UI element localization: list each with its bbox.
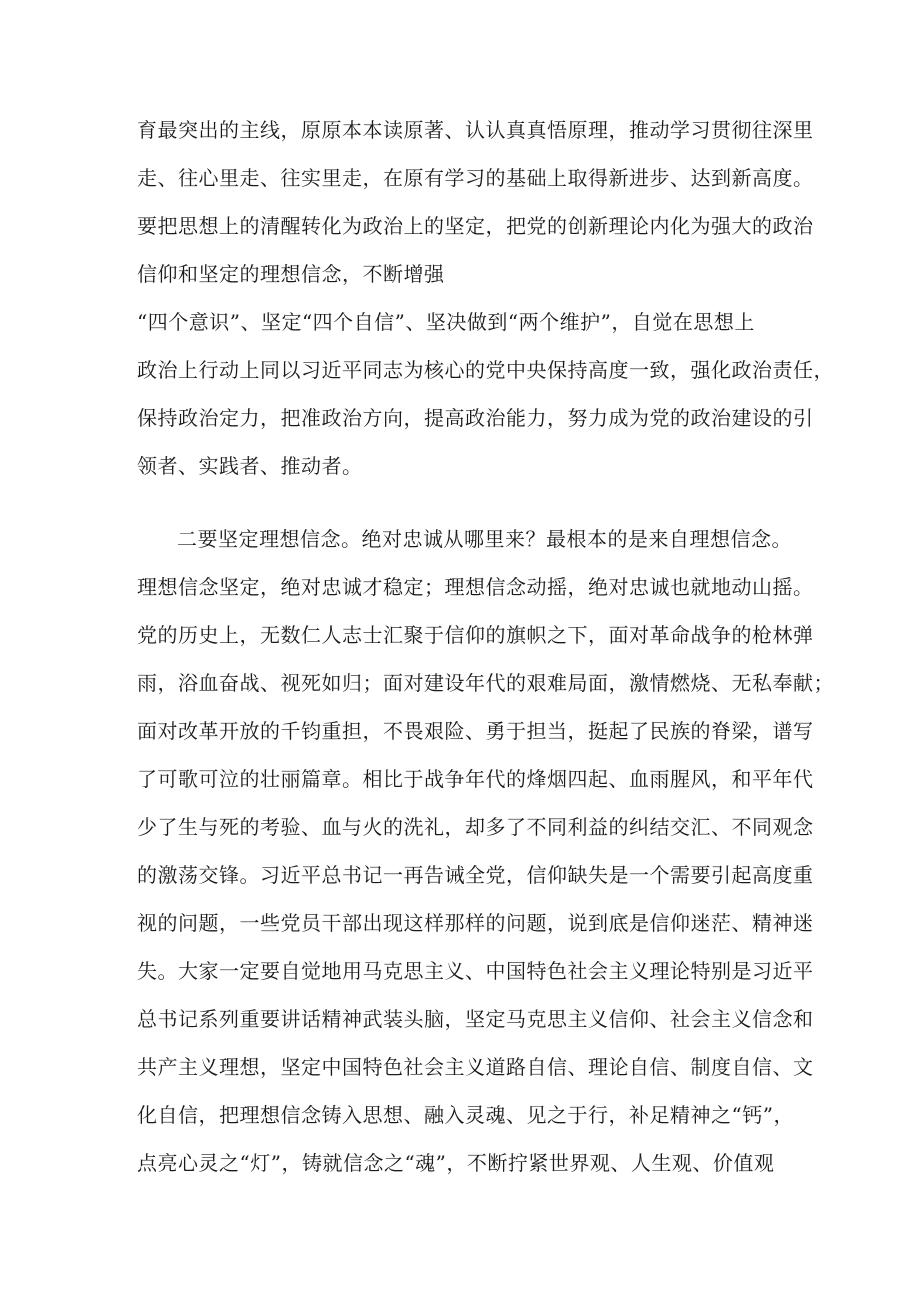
text-line: 共产主义理想，坚定中国特色社会主义道路自信、理论自信、制度自信、文 — [137, 1055, 814, 1079]
text-line: 保持政治定力，把准政治方向，提高政治能力，努力成为党的政治建设的引 — [137, 406, 814, 430]
text-line: 视的问题，一些党员干部出现这样那样的问题，说到底是信仰迷茫、精神迷 — [137, 911, 814, 935]
text-line: 二要坚定理想信念。绝对忠诚从哪里来？最根本的是来自理想信念。 — [177, 527, 792, 551]
text-line: “四个意识”、坚定“四个自信”、坚决做到“两个维护”，自觉在思想上 — [137, 310, 755, 334]
text-line: 失。大家一定要自觉地用马克思主义、中国特色社会主义理论特别是习近平 — [137, 959, 814, 983]
text-line: 了可歌可泣的壮丽篇章。相比于战争年代的烽烟四起、血雨腥风，和平年代 — [137, 767, 814, 791]
text-line: 要把思想上的清醒转化为政治上的坚定，把党的创新理论内化为强大的政治 — [137, 214, 814, 238]
text-line: 政治上行动上同以习近平同志为核心的党中央保持高度一致，强化政治责任， — [137, 358, 834, 382]
text-line: 总书记系列重要讲话精神武装头脑，坚定马克思主义信仰、社会主义信念和 — [137, 1007, 814, 1031]
text-line: 的激荡交锋。习近平总书记一再告诫全党，信仰缺失是一个需要引起高度重 — [137, 863, 814, 887]
text-line: 少了生与死的考验、血与火的洗礼，却多了不同利益的纠结交汇、不同观念 — [137, 815, 814, 839]
text-line: 雨，浴血奋战、视死如归；面对建设年代的艰难局面，激情燃烧、无私奉献； — [137, 671, 834, 695]
text-line: 面对改革开放的千钧重担，不畏艰险、勇于担当，挺起了民族的脊梁，谱写 — [137, 719, 814, 743]
text-line: 信仰和坚定的理想信念，不断增强 — [137, 262, 445, 286]
text-line: 育最突出的主线，原原本本读原著、认认真真悟原理，推动学习贯彻往深里 — [137, 118, 814, 142]
text-line: 领者、实践者、推动者。 — [137, 454, 363, 478]
text-line: 理想信念坚定，绝对忠诚才稳定；理想信念动摇，绝对忠诚也就地动山摇。 — [137, 575, 814, 599]
text-line: 点亮心灵之“灯”，铸就信念之“魂”，不断拧紧世界观、人生观、价值观 — [137, 1151, 775, 1175]
text-line: 化自信，把理想信念铸入思想、融入灵魂、见之于行，补足精神之“钙”， — [137, 1103, 794, 1127]
text-line: 走、往心里走、往实里走，在原有学习的基础上取得新进步、达到新高度。 — [137, 166, 814, 190]
text-line: 党的历史上，无数仁人志士汇聚于信仰的旗帜之下，面对革命战争的枪林弹 — [137, 623, 814, 647]
